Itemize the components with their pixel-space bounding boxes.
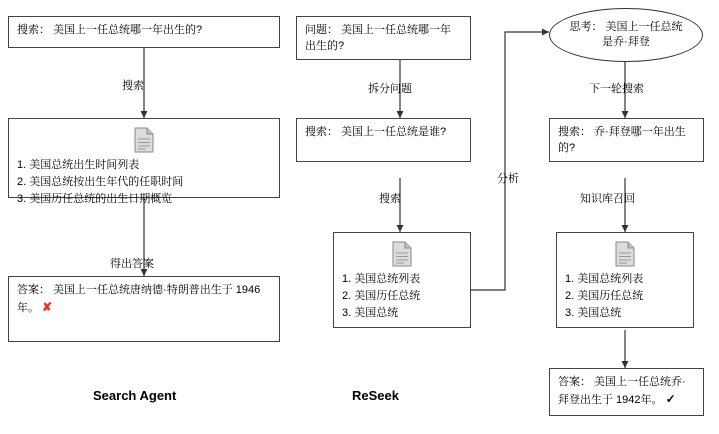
middle-edge1-label: 拆分问题 bbox=[368, 83, 412, 95]
left-column-caption: Search Agent bbox=[93, 388, 177, 403]
list-item: 2. 美国总统按出生年代的任职时间 bbox=[17, 176, 184, 189]
list-item: 2. 美国历任总统 bbox=[565, 290, 644, 303]
middle-analyze-label: 分析 bbox=[497, 173, 519, 185]
right-search-box bbox=[549, 118, 704, 162]
right-edge1-label: 下一轮搜索 bbox=[589, 83, 644, 95]
middle-results-box bbox=[333, 232, 471, 328]
middle-edge2-label: 搜索 bbox=[379, 193, 401, 205]
list-item: 3. 美国总统 bbox=[565, 307, 622, 320]
right-answer-box bbox=[549, 368, 704, 416]
middle-question-text: 问题： 美国上一任总统哪一年出生的? bbox=[305, 24, 452, 52]
middle-search-text: 搜索： 美国上一任总统是谁? bbox=[305, 126, 447, 138]
left-answer-box bbox=[8, 276, 280, 342]
list-item: 3. 美国总统 bbox=[342, 307, 399, 320]
document-icon bbox=[133, 127, 155, 153]
left-query-box bbox=[8, 16, 280, 48]
right-results-box bbox=[556, 232, 694, 328]
list-item: 1. 美国总统出生时间列表 bbox=[17, 159, 140, 171]
right-edge2-label: 知识库召回 bbox=[580, 193, 635, 205]
document-icon bbox=[391, 241, 413, 267]
list-item: 2. 美国历任总统 bbox=[342, 290, 421, 303]
document-icon bbox=[614, 241, 636, 267]
left-results-list bbox=[17, 157, 271, 208]
right-thought-ellipse bbox=[549, 8, 703, 62]
right-answer-text: 答案： 美国上一任总统乔·拜登出生于 1942年。 bbox=[558, 376, 686, 406]
list-item: 1. 美国总统列表 bbox=[342, 273, 421, 285]
right-thought-text: 思考： 美国上一任总统是乔·拜登 bbox=[569, 20, 683, 48]
middle-search-box bbox=[296, 118, 471, 162]
list-item: 1. 美国总统列表 bbox=[565, 273, 644, 285]
left-query-text: 搜索： 美国上一任总统哪一年出生的? bbox=[17, 24, 203, 36]
right-search-text: 搜索： 乔·拜登哪一年出生的? bbox=[558, 126, 686, 154]
left-edge2-label: 得出答案 bbox=[110, 258, 154, 270]
middle-results-list bbox=[342, 271, 462, 322]
left-edge1-label: 搜索 bbox=[122, 80, 144, 92]
right-results-list bbox=[565, 271, 685, 322]
left-results-box bbox=[8, 118, 280, 206]
correct-answer-mark: ✓ bbox=[665, 391, 676, 406]
list-item: 3. 美国历任总统的出生日期概览 bbox=[17, 193, 173, 206]
left-answer-text: 答案： 美国上一任总统唐纳德·特朗普出生于 1946 年。 bbox=[17, 284, 264, 314]
middle-question-box bbox=[296, 16, 471, 60]
middle-column-caption: ReSeek bbox=[352, 388, 399, 403]
wrong-answer-mark: ✘ bbox=[42, 299, 53, 314]
